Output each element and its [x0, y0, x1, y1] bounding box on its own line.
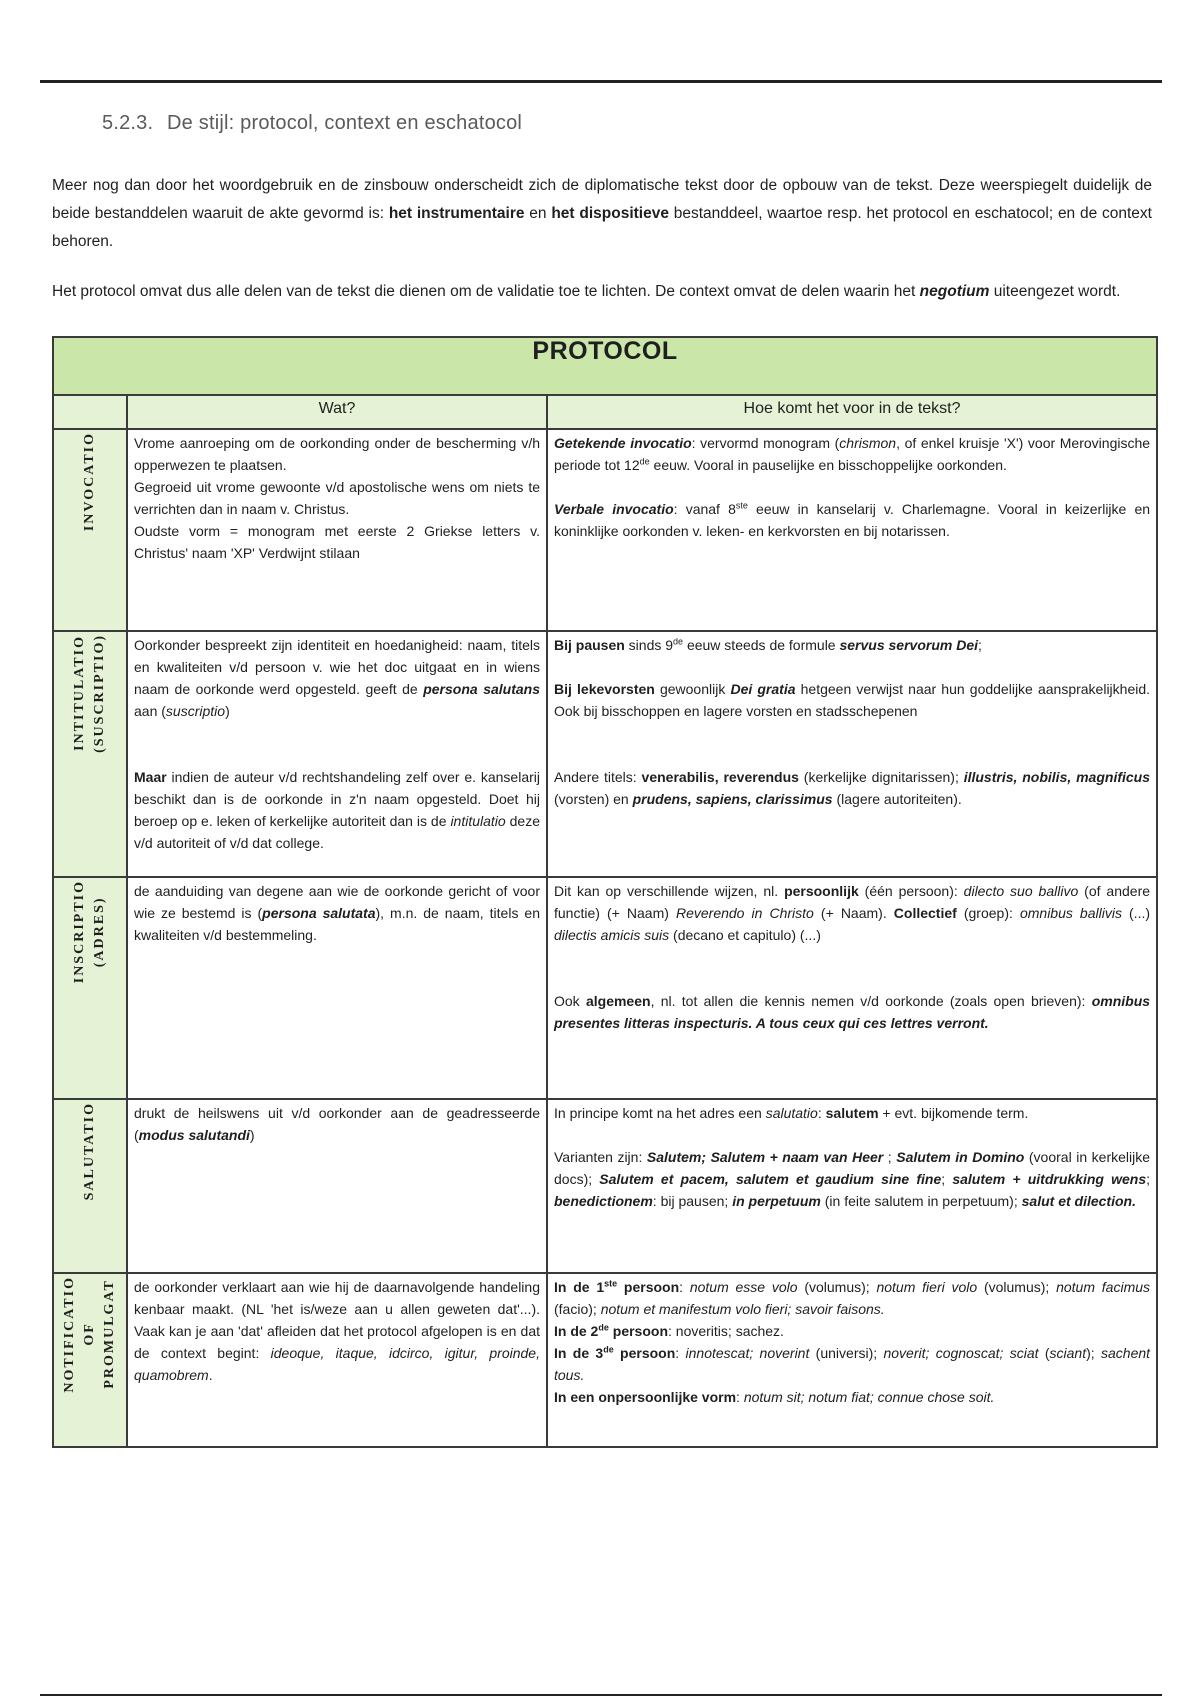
- section-number: 5.2.3.: [102, 112, 154, 134]
- bottom-rule: [40, 1694, 1162, 1696]
- row-label-cell: [53, 877, 127, 1099]
- hoe-cell: In principe komt na het adres een salutatio: salutem + evt. bijkomende term. Varianten zijn: Salutem; Salutem + naam van Heer ; Salutem in Domino (vooral in kerkelijke docs); Salutem et pacem, salutem et gaudium sine fine; salutem + uitdrukking wens; benedictionem: bij pausen; in perpetuum (in feite salutem in perpetuum); salut et dilection.: [547, 1099, 1157, 1273]
- row-label-cell: [53, 1099, 127, 1273]
- intro-paragraph-1: Meer nog dan door het woordgebruik en de zinsbouw onderscheidt zich de diplomatische tekst door de opbouw van de tekst. Deze weerspiegelt duidelijk de beide bestanddelen waaruit de akte gevormd is: het instrumentaire en het dispositieve bestanddeel, waartoe resp. het protocol en eschatocol; en de context behoren.: [52, 177, 1152, 250]
- top-rule: [40, 80, 1162, 83]
- row-label: INSCRIPTIO (ADRES): [72, 880, 107, 984]
- row-label: INTITULATIO (SUSCRIPTIO): [72, 634, 107, 753]
- intro-paragraph-2: Het protocol omvat dus alle delen van de tekst die dienen om de validatie toe te lichten. De context omvat de delen waarin het negotium uiteengezet wordt.: [52, 283, 1121, 300]
- col-header-wat: Wat?: [127, 395, 547, 429]
- wat-cell: Vrome aanroeping om de oorkonding onder de bescherming v/h opperwezen te plaatsen. Gegroeid uit vrome gewoonte v/d apostolische wens om niets te verrichten dan in naam v. Christus. Oudste vorm = monogram met eerste 2 Griekse letters v. Christus' naam 'XP' Verdwijnt stilaan: [127, 429, 547, 631]
- section-title: De stijl: protocol, context en eschatocol: [167, 112, 523, 134]
- table-row: [53, 1099, 1157, 1273]
- col-header-hoe: Hoe komt het voor in de tekst?: [547, 395, 1157, 429]
- row-label-cell: [53, 1273, 127, 1447]
- wat-cell: Oorkonder bespreekt zijn identiteit en hoedanigheid: naam, titels en kwaliteiten v/d persoon v. wie het doc uitgaat en in wiens naam de oorkonde werd opgesteld. geeft de persona salutans aan (suscriptio) Maar indien de auteur v/d rechtshandeling zelf over e. kanselarij beschikt dan is de oorkonde in z'n naam opgesteld. Doet hij beroep op e. leken of kerkelijke autoriteit dan is de intitulatio deze v/d autoriteit of v/d dat college.: [127, 631, 547, 877]
- wat-cell: de oorkonder verklaart aan wie hij de daarnavolgende handeling kenbaar maakt. (NL 'het is/weze aan u allen geweten dat'...). Vaak kan je aan 'dat' afleiden dat het protocol afgelopen is en dat de context begint: ideoque, itaque, idcirco, igitur, proinde, quamobrem.: [127, 1273, 547, 1447]
- table-row: [53, 1273, 1157, 1447]
- section-heading: [102, 112, 522, 135]
- table-header-row: [53, 395, 1157, 429]
- wat-cell: de aanduiding van degene aan wie de oorkonde gericht of voor wie ze bestemd is (persona salutata), m.n. de naam, titels en kwaliteiten v/d bestemmeling.: [127, 877, 547, 1099]
- row-label-cell: [53, 429, 127, 631]
- wat-cell: drukt de heilswens uit v/d oorkonder aan de geadresseerde (modus salutandi): [127, 1099, 547, 1273]
- header-blank-cell: [53, 395, 127, 429]
- table-title-row: [53, 337, 1157, 395]
- row-label: NOTIFICATIO OF PROMULGAT: [62, 1276, 117, 1393]
- row-label: INVOCATIO: [82, 432, 97, 532]
- hoe-cell: Dit kan op verschillende wijzen, nl. persoonlijk (één persoon): dilecto suo ballivo (of andere functie) (+ Naam) Reverendo in Christo (+ Naam). Collectief (groep): omnibus ballivis (...) dilectis amicis suis (decano et capitulo) (...) Ook algemeen, nl. tot allen die kennis nemen v/d oorkonde (zoals open brieven): omnibus presentes litteras inspecturis. A tous ceux qui ces lettres verront.: [547, 877, 1157, 1099]
- table-row: [53, 429, 1157, 631]
- row-label: SALUTATIO: [82, 1102, 97, 1201]
- table-row: [53, 877, 1157, 1099]
- hoe-cell: Getekende invocatio: vervormd monogram (chrismon, of enkel kruisje 'X') voor Merovingische periode tot 12de eeuw. Vooral in pauselijke en bisschoppelijke oorkonden. Verbale invocatio: vanaf 8ste eeuw in kanselarij v. Charlemagne. Vooral in keizerlijke en koninklijke oorkonden v. leken- en kerkvorsten en bij notarissen.: [547, 429, 1157, 631]
- table-title: PROTOCOL: [53, 337, 1157, 395]
- protocol-table: [52, 336, 1158, 1448]
- hoe-cell: In de 1ste persoon: notum esse volo (volumus); notum fieri volo (volumus); notum facimus (facio); notum et manifestum volo fieri; savoir faisons. In de 2de persoon: noveritis; sachez. In de 3de persoon: innotescat; noverint (universi); noverit; cognoscat; sciat (sciant); sachent tous. In een onpersoonlijke vorm: notum sit; notum fiat; connue chose soit.: [547, 1273, 1157, 1447]
- row-label-cell: [53, 631, 127, 877]
- table-row: [53, 631, 1157, 877]
- hoe-cell: Bij pausen sinds 9de eeuw steeds de formule servus servorum Dei; Bij lekevorsten gewoonlijk Dei gratia hetgeen verwijst naar hun goddelijke aansprakelijkheid. Ook bij bisschoppen en lagere vorsten en stadsschepenen Andere titels: venerabilis, reverendus (kerkelijke dignitarissen); illustris, nobilis, magnificus (vorsten) en prudens, sapiens, clarissimus (lagere autoriteiten).: [547, 631, 1157, 877]
